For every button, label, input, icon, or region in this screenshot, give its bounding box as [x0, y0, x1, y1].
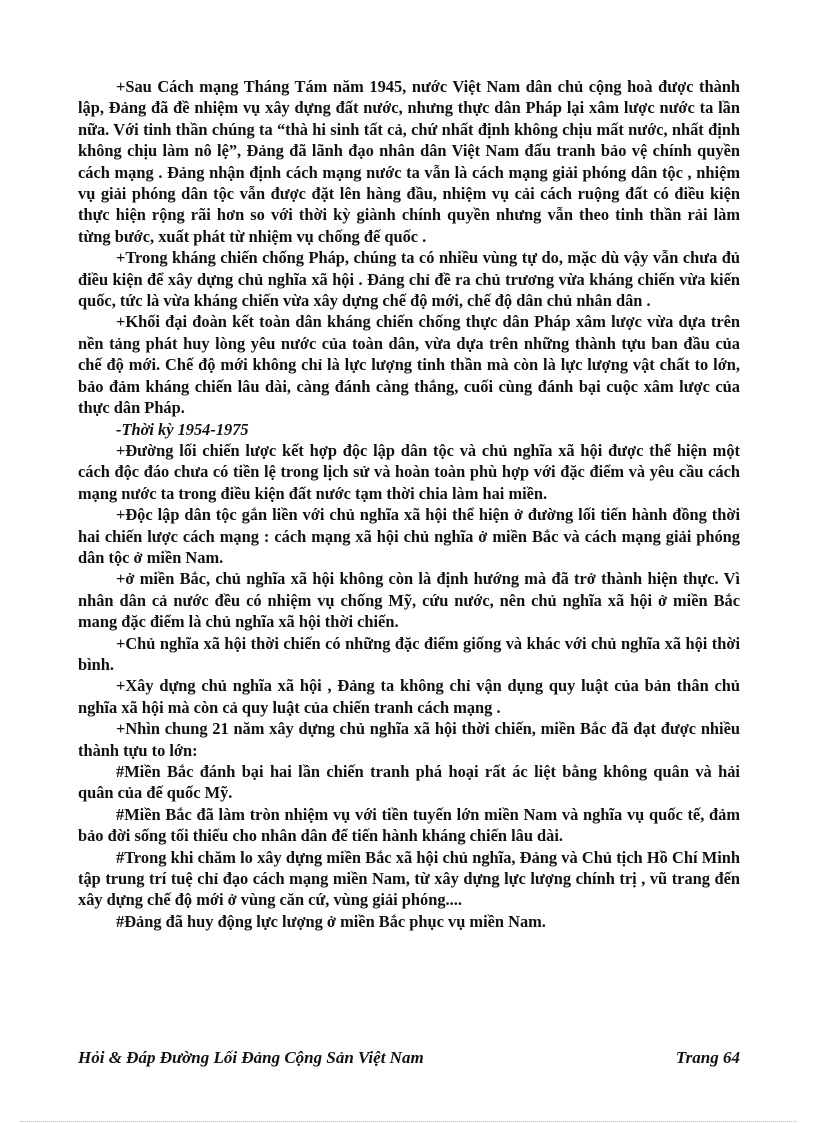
document-body: [78, 76, 740, 932]
paragraph: +Khối đại đoàn kết toàn dân kháng chiến chống thực dân Pháp xâm lược vừa dựa trên nền tảng phát huy lòng yêu nước của toàn dân, vừa dựa trên những thành tựu ban đầu của chế độ mới. Chế độ mới không chỉ là lực lượng tinh thần mà còn là lực lượng vật chất to lớn, bảo đảm kháng chiến lâu dài, càng đánh càng thắng, cuối cùng đánh bại cuộc xâm lược của thực dân Pháp.: [78, 312, 740, 418]
paragraph: +Trong kháng chiến chống Pháp, chúng ta có nhiều vùng tự do, mặc dù vậy vẫn chưa đủ điều kiện để xây dựng chủ nghĩa xã hội . Đảng chỉ đề ra chủ trương vừa kháng chiến vừa kiến quốc, tức là vừa kháng chiến vừa xây dựng chế độ mới, chế độ dân chủ nhân dân .: [78, 248, 740, 311]
paragraph: +Đường lối chiến lược kết hợp độc lập dân tộc và chủ nghĩa xã hội được thể hiện một cách độc đáo chưa có tiền lệ trong lịch sử và hoàn toàn phù hợp với đặc điểm và yêu cầu cách mạng nước ta trong điều kiện đất nước tạm thời chia làm hai miền.: [78, 440, 740, 503]
paragraph: #Miền Bắc đã làm tròn nhiệm vụ với tiền tuyến lớn miền Nam và nghĩa vụ quốc tế, đảm bảo đời sống tối thiểu cho nhân dân để tiến hành kháng chiến lâu dài.: [78, 804, 740, 846]
paragraph: +ở miền Bắc, chủ nghĩa xã hội không còn là định hướng mà đã trở thành hiện thực. Vì nhân dân cả nước đều có nhiệm vụ chống Mỹ, cứu nước, nên chủ nghĩa xã hội ở miền Bắc mang đặc điểm là chủ nghĩa xã hội thời chiến.: [78, 569, 740, 632]
paragraph: #Đảng đã huy động lực lượng ở miền Bắc phục vụ miền Nam.: [116, 911, 546, 931]
paragraph: +Độc lập dân tộc gắn liền với chủ nghĩa xã hội thể hiện ở đường lối tiến hành đồng thời hai chiến lược cách mạng : cách mạng xã hội chủ nghĩa ở miền Bắc và cách mạng giải phóng dân tộc ở miền Nam.: [78, 505, 740, 567]
section-heading: -Thời kỳ 1954-1975: [116, 419, 249, 439]
paragraph: +Nhìn chung 21 năm xây dựng chủ nghĩa xã hội thời chiến, miền Bắc đã đạt được nhiều thành tựu to lớn:: [78, 719, 740, 760]
page-footer: [78, 1048, 740, 1068]
paragraph: +Xây dựng chủ nghĩa xã hội , Đảng ta không chỉ vận dụng quy luật của bản thân chủ nghĩa xã hội mà còn cả quy luật của chiến tranh cách mạng .: [78, 676, 740, 717]
footer-title: Hỏi & Đáp Đường Lối Đảng Cộng Sản Việt Nam: [78, 1048, 424, 1067]
paragraph: +Chủ nghĩa xã hội thời chiến có những đặc điểm giống và khác với chủ nghĩa xã hội thời bình.: [78, 633, 740, 674]
paragraph: +Sau Cách mạng Tháng Tám năm 1945, nước Việt Nam dân chủ cộng hoà được thành lập, Đảng đã đề nhiệm vụ xây dựng đất nước, nhưng thực dân Pháp lại xâm lược nước ta lần nữa. Với tinh thần chúng ta “thà hi sinh tất cả, chứ nhất định không chịu mất nước, nhất định không chịu làm nô lệ”, Đảng đã lãnh đạo nhân dân Việt Nam đấu tranh bảo vệ chính quyền cách mạng . Đảng nhận định cách mạng nước ta vẫn là cách mạng giải phóng dân tộc , nhiệm vụ giải phóng dân tộc vẫn được đặt lên hàng đầu, nhiệm vụ cải cách ruộng đất có điều kiện thực hiện rộng rãi hơn so với thời kỳ giành chính quyền nhưng vẫn theo tinh thần rải làm từng bước, xuất phát từ nhiệm vụ chống đế quốc .: [78, 77, 740, 246]
page-divider: [20, 1121, 796, 1122]
paragraph: #Miền Bắc đánh bại hai lần chiến tranh phá hoại rất ác liệt bằng không quân và hải quân của đế quốc Mỹ.: [78, 762, 740, 803]
page-number: Trang 64: [675, 1048, 740, 1067]
paragraph: #Trong khi chăm lo xây dựng miền Bắc xã hội chủ nghĩa, Đảng và Chủ tịch Hồ Chí Minh tập trung trí tuệ chỉ đạo cách mạng miền Nam, từ xây dựng lực lượng chính trị , vũ trang đến xây dựng chế độ mới ở vùng căn cứ, vùng giải phóng....: [78, 847, 740, 910]
